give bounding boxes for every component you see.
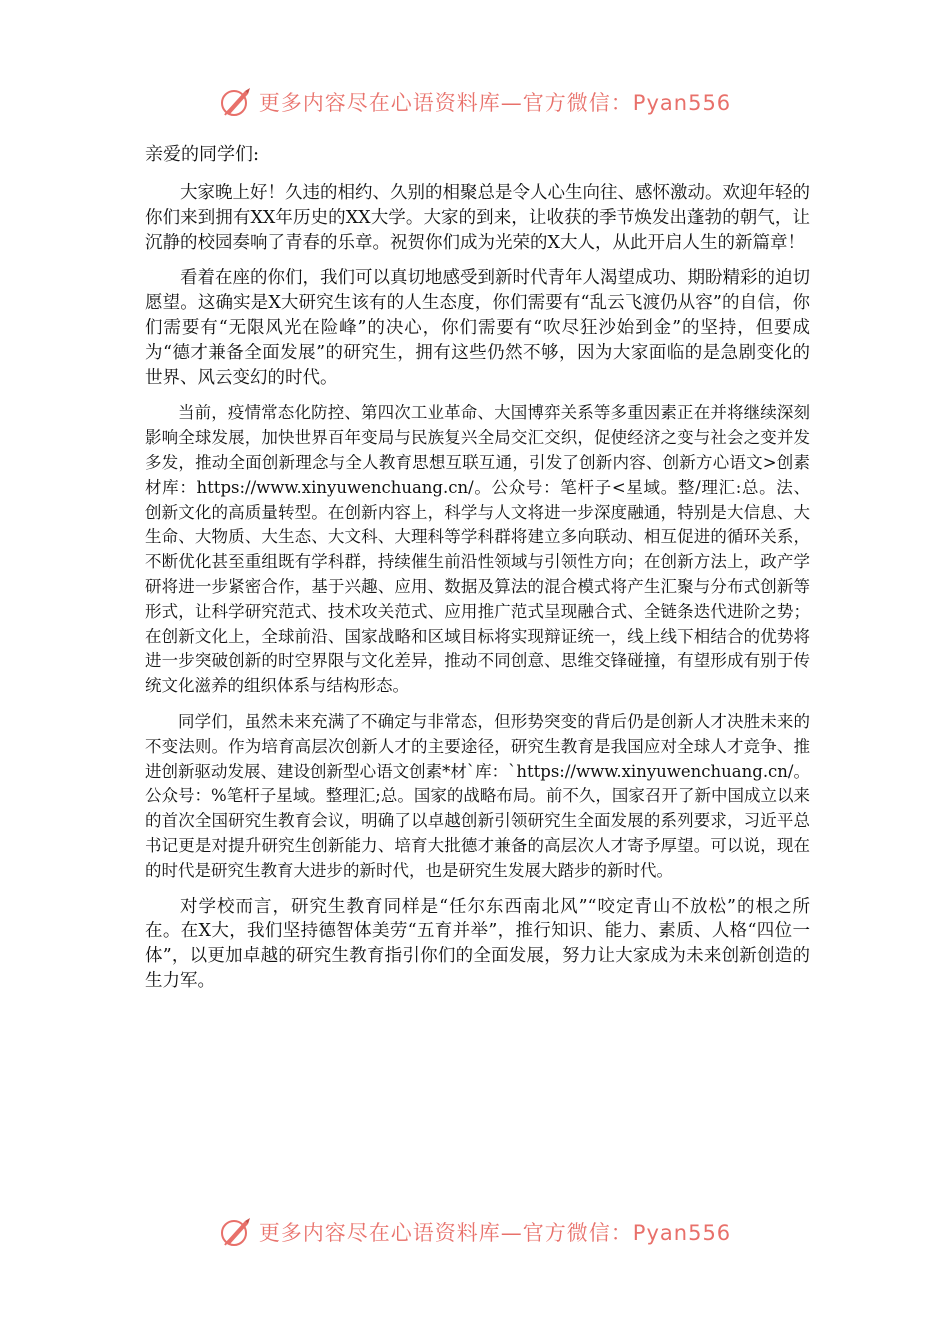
paragraph-attitude: 看着在座的你们，我们可以真切地感受到新时代青年人渴望成功、期盼精彩的迫切愿望。这确实是X大研究生该有的人生态度，你们需要有“乱云飞渡仍从容”的自信，你们需要有“无限风光在险峰”的决心，你们需要有“吹尽狂沙始到金”的坚持，但要成为“德才兼备全面发展”的研究生，拥有这些仍然不够，因为大家面临的是急剧变化的世界、风云变幻的时代。: [145, 268, 810, 388]
greeting: 亲爱的同学们:: [145, 144, 260, 165]
paragraph-welcome: 大家晚上好！久违的相约、久别的相聚总是令人心生向往、感怀激动。欢迎年轻的你们来到拥有XX年历史的XX大学。大家的到来，让收获的季节焕发出蓬勃的朝气，让沉静的校园奏响了青春的乐章。祝贺你们成为光荣的X大人，从此开启人生的新篇章！: [145, 183, 810, 253]
header-banner: [0, 82, 950, 122]
pen-logo-icon: [219, 85, 253, 119]
paragraph-school: 对学校而言，研究生教育同样是“任尔东西南北风”“咬定青山不放松”的根之所在。在X大，我们坚持德智体美劳“五育并举”，推行知识、能力、素质、人格“四位一体”，以更加卓越的研究生教育指引你们的全面发展，努力让大家成为未来创新创造的生力军。: [145, 896, 810, 991]
paragraph-graduate-education: 同学们，虽然未来充满了不确定与非常态，但形势突变的背后仍是创新人才决胜未来的不变法则。作为培育高层次创新人才的主要途径，研究生教育是我国应对全球人才竞争、推进创新驱动发展、建设创新型心语文创素*材`库：`https://www.xinyuwenchuang.cn/。公众号：%笔杆子星域。整理汇;总。国家的战略布局。前不久，国家召开了新中国成立以来的首次全国研究生教育会议，明确了以卓越创新引领研究生全面发展的系列要求，习近平总书记更是对提升研究生创新能力、培育大批德才兼备的高层次人才寄予厚望。可以说，现在的时代是研究生教育大进步的新时代，也是研究生发展大踏步的新时代。: [145, 711, 810, 880]
footer-banner-text: 更多内容尽在心语资料库—官方微信：Pyan556: [258, 1221, 732, 1245]
letter-body: [145, 142, 810, 1005]
footer-banner: [0, 1212, 950, 1252]
header-banner-text: 更多内容尽在心语资料库—官方微信：Pyan556: [258, 91, 732, 115]
pen-logo-icon: [219, 1215, 253, 1249]
paragraph-innovation: 当前，疫情常态化防控、第四次工业革命、大国博弈关系等多重因素正在并将继续深刻影响全球发展，加快世界百年变局与民族复兴全局交汇交织，促使经济之变与社会之变并发多发，推动全面创新理念与全人教育思想互联互通，引发了创新内容、创新方心语文>创素材库：https://www.xinyuwenchuang.cn/。公众号：笔杆子<星域。整/理汇:总。法、创新文化的高质量转型。在创新内容上，科学与人文将进一步深度融通，特别是大信息、大生命、大物质、大生态、大文科、大理科等学科群将建立多向联动、相互促进的循环关系，不断优化甚至重组既有学科群，持续催生前沿性领域与引领性方向；在创新方法上，政产学研将进一步紧密合作，基于兴趣、应用、数据及算法的混合模式将产生汇聚与分布式创新等形式，让科学研究范式、技术攻关范式、应用推广范式呈现融合式、全链条迭代进阶之势；在创新文化上，全球前沿、国家战略和区域目标将实现辩证统一，线上线下相结合的优势将进一步突破创新的时空界限与文化差异，推动不同创意、思维交锋碰撞，有望形成有别于传统文化滋养的组织体系与结构形态。: [145, 403, 810, 696]
